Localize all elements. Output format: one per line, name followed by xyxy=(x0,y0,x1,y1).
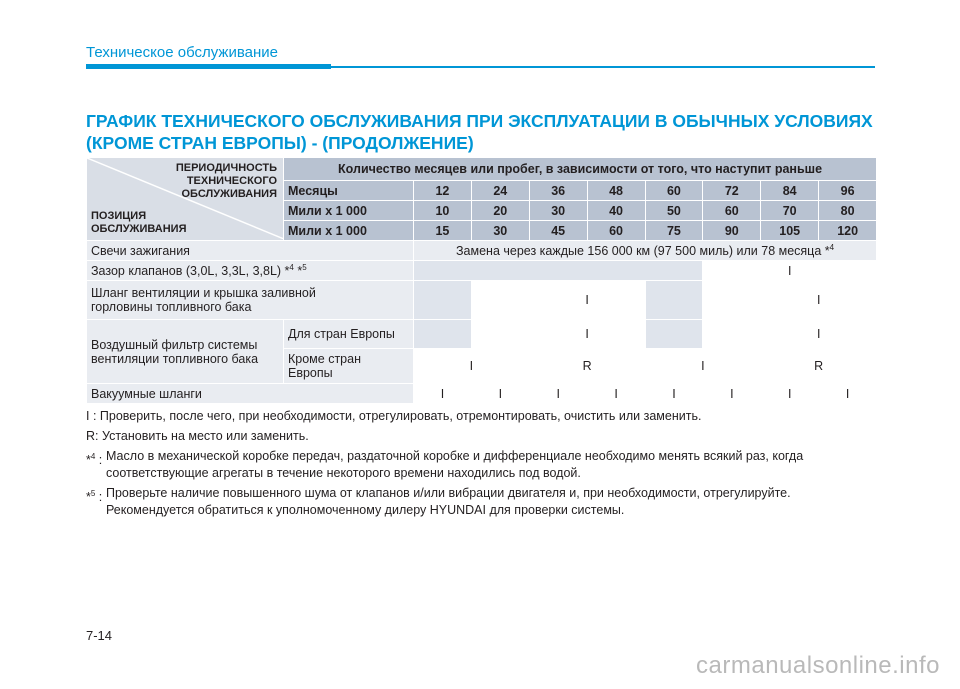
valve-clearance-label xyxy=(87,261,414,281)
miles1-value: 30 xyxy=(529,201,587,221)
months-value: 96 xyxy=(819,181,877,201)
vent-hose-line-1: Шланг вентиляции и крышка заливной xyxy=(91,286,316,300)
corner-position-label xyxy=(91,210,187,236)
maintenance-schedule-table xyxy=(86,157,877,404)
months-value: 72 xyxy=(703,181,761,201)
schedule-cell: I xyxy=(645,349,761,384)
notes xyxy=(86,408,876,522)
miles1-value: 20 xyxy=(471,201,529,221)
footnote-star: * xyxy=(86,453,91,468)
schedule-cell: R xyxy=(761,349,877,384)
miles1-value: 10 xyxy=(414,201,472,221)
schedule-cell: I xyxy=(414,349,530,384)
table-row xyxy=(87,320,877,349)
valve-clearance-text: Зазор клапанов (3,0L, 3,3L, 3,8L) * xyxy=(91,264,290,279)
months-label: Месяцы xyxy=(284,181,414,201)
table-row xyxy=(87,384,877,404)
spark-plugs-interval xyxy=(414,241,877,261)
schedule-cell: I xyxy=(761,384,819,404)
vent-filter-other-label xyxy=(284,349,414,384)
heading-line-2: (КРОМЕ СТРАН ЕВРОПЫ) - (ПРОДОЛЖЕНИЕ) xyxy=(86,133,474,153)
vent-hose-label xyxy=(87,281,414,320)
schedule-cell: I xyxy=(471,384,529,404)
table-row xyxy=(87,241,877,261)
note-replace: R: Установить на место или заменить. xyxy=(86,429,309,443)
schedule-cell xyxy=(703,281,761,320)
spark-plugs-label: Свечи зажигания xyxy=(87,241,414,261)
corner-period-line-1: ПЕРИОДИЧНОСТЬ xyxy=(175,162,277,174)
schedule-cell: R xyxy=(529,349,645,384)
vent-filter-label xyxy=(87,320,284,384)
vent-filter-line-1: Воздушный фильтр системы xyxy=(91,337,258,352)
footnote-ref: 4 xyxy=(289,262,294,272)
interval-header: Количество месяцев или пробег, в зависимости от того, что наступит раньше xyxy=(284,158,877,181)
heading-line-1: ГРАФИК ТЕХНИЧЕСКОГО ОБСЛУЖИВАНИЯ ПРИ ЭКСПЛУАТАЦИИ В ОБЫЧНЫХ УСЛОВИЯХ xyxy=(86,111,873,131)
schedule-cell: I xyxy=(414,384,472,404)
vent-hose-line-2: горловины топливного бака xyxy=(91,300,252,314)
schedule-cell xyxy=(645,320,703,349)
months-value: 48 xyxy=(587,181,645,201)
miles1-value: 80 xyxy=(819,201,877,221)
footnote-4 xyxy=(86,448,876,482)
footnote-4-text: Масло в механической коробке передач, раздаточной коробке и дифференциале необходимо менять всякий раз, когда соответствующие агрегаты в течение некоторого времени находились под водой. xyxy=(106,449,804,480)
section-title: Техническое обслуживание xyxy=(86,44,278,61)
vent-filter-europe-label: Для стран Европы xyxy=(284,320,414,349)
months-value: 84 xyxy=(761,181,819,201)
months-value: 36 xyxy=(529,181,587,201)
footnote-5-marker: *$^5$ : xyxy=(86,489,103,505)
header-rule-thin xyxy=(331,66,875,68)
months-value: 24 xyxy=(471,181,529,201)
schedule-cell: I xyxy=(529,320,645,349)
spark-plugs-interval-text: Замена через каждые 156 000 км (97 500 миль) или 78 месяца * xyxy=(456,244,830,259)
miles2-value: 30 xyxy=(471,221,529,241)
miles2-value: 60 xyxy=(587,221,645,241)
schedule-cell: I xyxy=(529,281,645,320)
miles2-label: Мили x 1 000 xyxy=(284,221,414,241)
footnote-5 xyxy=(86,485,876,519)
header-rule-thick xyxy=(86,64,331,69)
schedule-cell: I xyxy=(819,384,877,404)
vent-filter-other-line-2: Европы xyxy=(288,366,333,380)
vacuum-hoses-label: Вакуумные шланги xyxy=(87,384,414,404)
schedule-cell: I xyxy=(703,261,877,281)
corner-position-line-2: ОБСЛУЖИВАНИЯ xyxy=(91,223,187,235)
page-heading xyxy=(86,110,876,154)
miles2-value: 45 xyxy=(529,221,587,241)
miles2-value: 90 xyxy=(703,221,761,241)
miles1-value: 70 xyxy=(761,201,819,221)
schedule-cell xyxy=(471,281,529,320)
months-value: 12 xyxy=(414,181,472,201)
schedule-cell: I xyxy=(587,384,645,404)
corner-header-cell xyxy=(87,158,284,241)
miles1-value: 40 xyxy=(587,201,645,221)
miles1-value: 50 xyxy=(645,201,703,221)
page-number: 7-14 xyxy=(86,628,113,643)
corner-period-line-3: ОБСЛУЖИВАНИЯ xyxy=(181,188,277,200)
schedule-cell xyxy=(471,320,529,349)
footnote-ref: 5 xyxy=(302,262,307,272)
miles2-value: 75 xyxy=(645,221,703,241)
schedule-cell xyxy=(645,281,703,320)
footnote-ref: 5 xyxy=(90,489,96,498)
schedule-cell: I xyxy=(703,384,761,404)
schedule-cell: I xyxy=(645,384,703,404)
note-inspect: I : Проверить, после чего, при необходимости, отрегулировать, отремонтировать, очистить или заменить. xyxy=(86,409,702,423)
footnote-star: * xyxy=(86,490,91,505)
footnote-ref: 4 xyxy=(829,242,835,252)
schedule-cell xyxy=(414,320,472,349)
schedule-cell xyxy=(414,281,472,320)
months-value: 60 xyxy=(645,181,703,201)
schedule-cell: I xyxy=(529,384,587,404)
schedule-cell: I xyxy=(761,320,877,349)
miles2-value: 15 xyxy=(414,221,472,241)
miles1-label: Мили x 1 000 xyxy=(284,201,414,221)
footnote-ref: 4 xyxy=(90,452,96,461)
vent-filter-line-2: вентиляции топливного бака xyxy=(91,351,259,366)
miles1-value: 60 xyxy=(703,201,761,221)
table-row xyxy=(87,281,877,320)
corner-period-line-2: ТЕХНИЧЕСКОГО xyxy=(186,175,277,187)
schedule-cell xyxy=(703,320,761,349)
footnote-4-marker: *$^4$ : xyxy=(86,452,103,468)
vent-filter-other-line-1: Кроме стран xyxy=(288,352,361,366)
corner-period-label xyxy=(176,162,277,201)
miles2-value: 105 xyxy=(761,221,819,241)
table-row xyxy=(87,261,877,281)
miles2-value: 120 xyxy=(819,221,877,241)
corner-position-line-1: ПОЗИЦИЯ xyxy=(91,210,147,222)
watermark: carmanualsonline.info xyxy=(696,652,940,679)
schedule-cell: I xyxy=(761,281,877,320)
footnote-star: * xyxy=(293,264,303,279)
schedule-cell xyxy=(414,261,703,281)
footnote-5-text: Проверьте наличие повышенного шума от клапанов и/или вибрации двигателя и, при необходимости, отрегулируйте. Рекомендуется обратиться к уполномоченному дилеру HYUNDAI для проверки системы. xyxy=(106,486,791,517)
